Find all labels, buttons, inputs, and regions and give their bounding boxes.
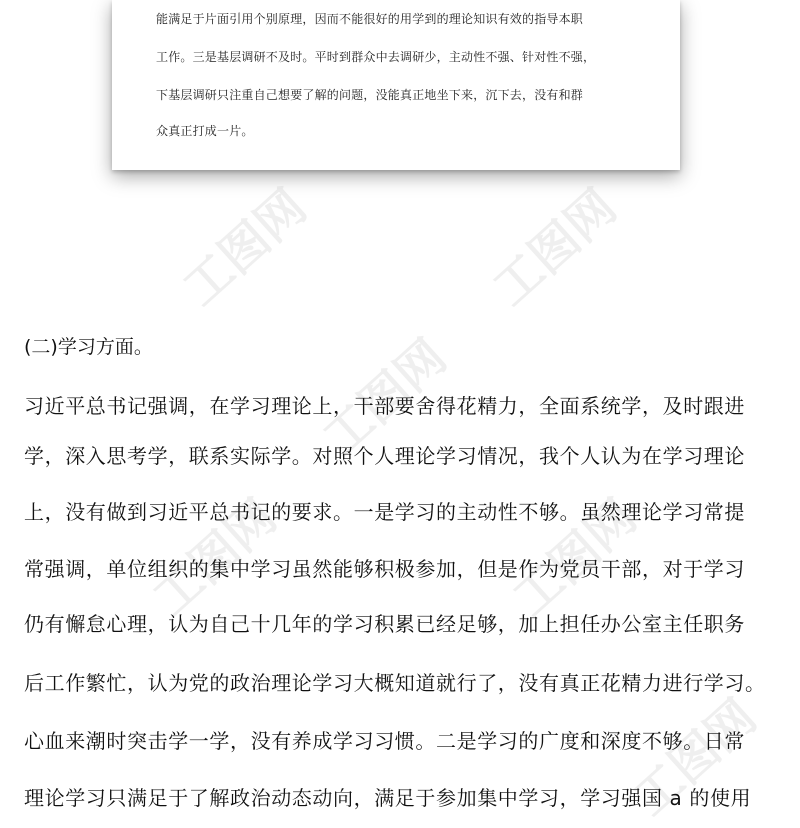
watermark: 工图网 xyxy=(312,328,458,467)
watermark: 工图网 xyxy=(502,488,648,627)
watermark: 工图网 xyxy=(482,178,628,317)
document-preview-card xyxy=(112,0,680,170)
body-text-line: 仍有懈怠心理，认为自己十几年的学习积累已经足够，加上担任办公室主任职务 xyxy=(24,612,745,636)
card-text-line: 能满足于片面引用个别原理，因而不能很好的用学到的理论知识有效的指导本职 xyxy=(156,12,584,26)
body-text-line: 理论学习只满足于了解政治动态动向，满足于参加集中学习，学习强国 a 的使用 xyxy=(24,786,752,810)
body-text-line: 上，没有做到习近平总书记的要求。一是学习的主动性不够。虽然理论学习常提 xyxy=(24,500,745,524)
watermark: 工图网 xyxy=(142,488,288,627)
card-text-line: 众真正打成一片。 xyxy=(156,124,254,138)
body-text-line: 后工作繁忙，认为党的政治理论学习大概知道就行了，没有真正花精力进行学习。 xyxy=(24,671,766,695)
body-text-line: 心血来潮时突击学一学，没有养成学习习惯。二是学习的广度和深度不够。日常 xyxy=(24,729,745,753)
body-text-line: 学，深入思考学，联系实际学。对照个人理论学习情况，我个人认为在学习理论 xyxy=(24,444,745,468)
section-heading: (二)学习方面。 xyxy=(24,336,153,358)
watermark: 工图网 xyxy=(622,688,768,827)
body-text-line: 常强调，单位组织的集中学习虽然能够积极参加，但是作为党员干部，对于学习 xyxy=(24,557,745,581)
card-text-line: 下基层调研只注重自己想要了解的问题，没能真正地坐下来，沉下去，没有和群 xyxy=(156,88,584,102)
card-text-line: 工作。三是基层调研不及时。平时到群众中去调研少，主动性不强、针对性不强， xyxy=(156,50,596,64)
body-text-line: 习近平总书记强调，在学习理论上，干部要舍得花精力，全面系统学，及时跟进 xyxy=(24,394,745,418)
watermark: 工图网 xyxy=(172,178,318,317)
